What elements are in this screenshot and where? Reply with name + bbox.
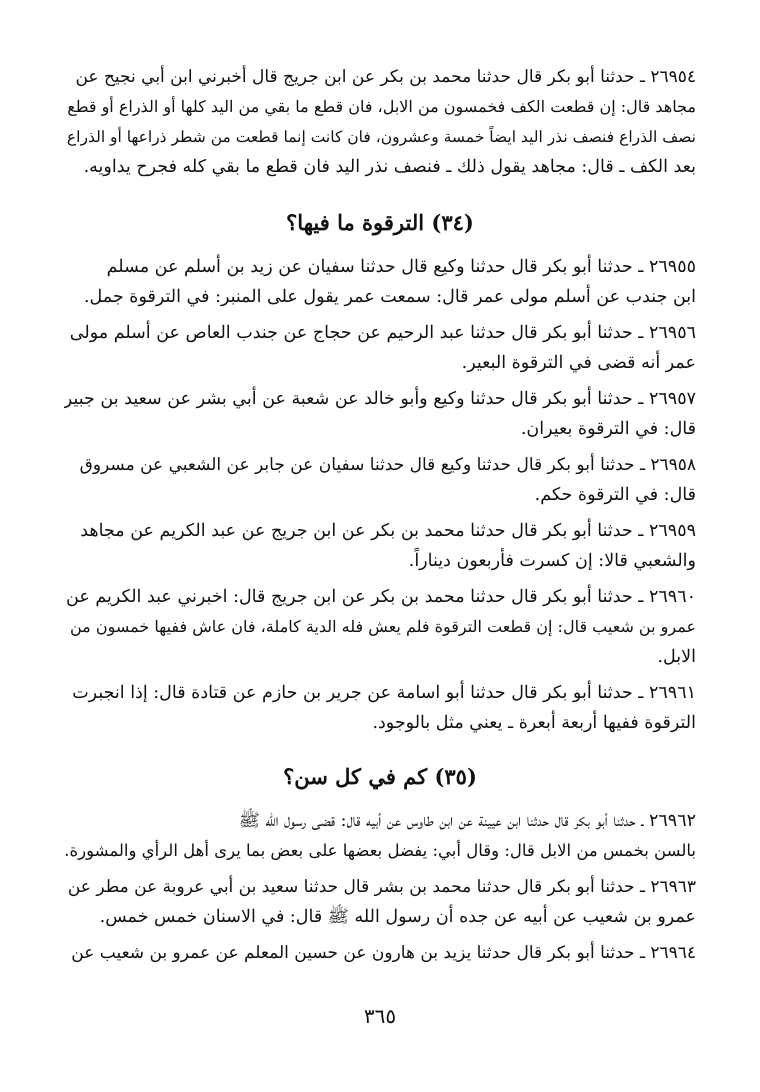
hadith-paragraph: [64, 62, 696, 182]
text-line: بعد الكف ـ قال: مجاهد يقول ذلك ـ فنصف نذر اليد فان قطع ما بقي كله فجرح يداويه.: [83, 157, 696, 177]
text-line: قال: في الترقوة بعيران.: [520, 419, 696, 439]
hadith-paragraph: [64, 806, 696, 866]
section-heading: (٣٥) كم في كل سن؟: [283, 764, 477, 789]
hadith-paragraph: [64, 872, 696, 932]
text-line: ٢٦٩٥٥ ـ حدثنا أبو بكر قال حدثنا وكيع قال حدثنا سفيان عن زيد بن أسلم عن مسلم: [106, 257, 696, 277]
text-line: مجاهد قال: إن قطعت الكف فخمسون من الابل، فان قطع ما بقي من اليد كلها أو الذراع أو قطع: [67, 97, 696, 116]
hadith-paragraph: [64, 678, 696, 738]
text-line: ٢٦٩٥٤ ـ حدثنا أبو بكر قال حدثنا محمد بن بكر عن ابن جريج قال أخبرني ابن أبي نجيح عن: [75, 67, 696, 87]
text-line: نصف الذراع فنصف نذر اليد ايضاً خمسة وعشرون، فان كانت إنما قطعت من شطر ذراعها أو الذراع: [66, 128, 696, 146]
text-line: ٢٦٩٥٩ ـ حدثنا أبو بكر قال حدثنا محمد بن بكر عن ابن جريج عن عبد الكريم عن مجاهد: [80, 521, 696, 541]
text-line: ابن جندب عن أسلم مولى عمر قال: سمعت عمر يقول على المنبر: في الترقوة جمل.: [83, 287, 696, 307]
text-line: عمرو بن شعيب قال: إن قطعت الترقوة فلم يعش فله الدية كاملة، فان عاش ففيها خمسون من: [70, 617, 696, 636]
text-line: قال: في الترقوة حكم.: [534, 485, 696, 505]
text-line: الترقوة ففيها أربعة أبعرة ـ يعني مثل بالوجود.: [372, 713, 696, 733]
text-line: ٢٦٩٦٣ ـ حدثنا أبو بكر قال حدثنا محمد بن بشر قال حدثنا سعيد بن أبي عروبة عن مطر عن: [67, 877, 696, 897]
text-line: ٢٦٩٥٦ ـ حدثنا أبو بكر قال حدثنا عبد الرحيم عن حجاج عن جندب العاص عن أسلم مولى: [69, 323, 696, 343]
text-line: ٢٦٩٥٧ ـ حدثنا أبو بكر قال حدثنا وكيع وأبو خالد عن شعبة عن أبي بشر عن سعيد بن جبير: [64, 389, 696, 409]
hadith-paragraph: [64, 516, 696, 576]
text-line: ٢٦٩٦٢ ـ حدثنا أبو بكر قال حدثنا ابن عيينة عن ابن طاوس عن أبيه قال: قضى رسول الله ﷺ: [238, 811, 696, 831]
text-line: بالسن بخمس من الابل قال: وقال أبي: يفضل بعضها على بعض بما يرى أهل الرأي والمشورة.: [64, 841, 696, 860]
page-number: ٣٦٥: [363, 1004, 397, 1028]
text-line: الابل.: [657, 647, 696, 667]
hadith-paragraph: [64, 450, 696, 510]
hadith-paragraph: [64, 938, 696, 968]
text-line: ٢٦٩٦١ ـ حدثنا أبو بكر قال حدثنا أبو اسامة عن جرير بن حازم عن قتادة قال: إذا انجبرت: [72, 683, 696, 703]
text-line: ٢٦٩٦٠ ـ حدثنا أبو بكر قال حدثنا محمد بن بكر عن ابن جريج قال: اخبرني عبد الكريم عن: [66, 587, 696, 607]
text-line: عمر أنه قضى في الترقوة البعير.: [461, 353, 696, 373]
hadith-paragraph: [64, 318, 696, 378]
hadith-paragraph: [64, 384, 696, 444]
text-line: عمرو بن شعيب عن أبيه عن جده أن رسول الله ﷺ قال: في الاسنان خمس خمس.: [99, 907, 696, 927]
hadith-paragraph: [64, 582, 696, 672]
text-line: ٢٦٩٦٤ ـ حدثنا أبو بكر قال حدثنا يزيد بن هارون عن حسين المعلم عن عمرو بن شعيب عن: [71, 943, 696, 963]
page-content: [64, 62, 696, 968]
section-heading: (٣٤) الترقوة ما فيها؟: [286, 210, 474, 235]
hadith-paragraph: [64, 252, 696, 312]
text-line: ٢٦٩٥٨ ـ حدثنا أبو بكر قال حدثنا وكيع قال حدثنا سفيان عن جابر عن الشعبي عن مسروق: [79, 455, 696, 475]
text-line: والشعبي قالا: إن كسرت فأربعون ديناراً.: [408, 551, 696, 571]
